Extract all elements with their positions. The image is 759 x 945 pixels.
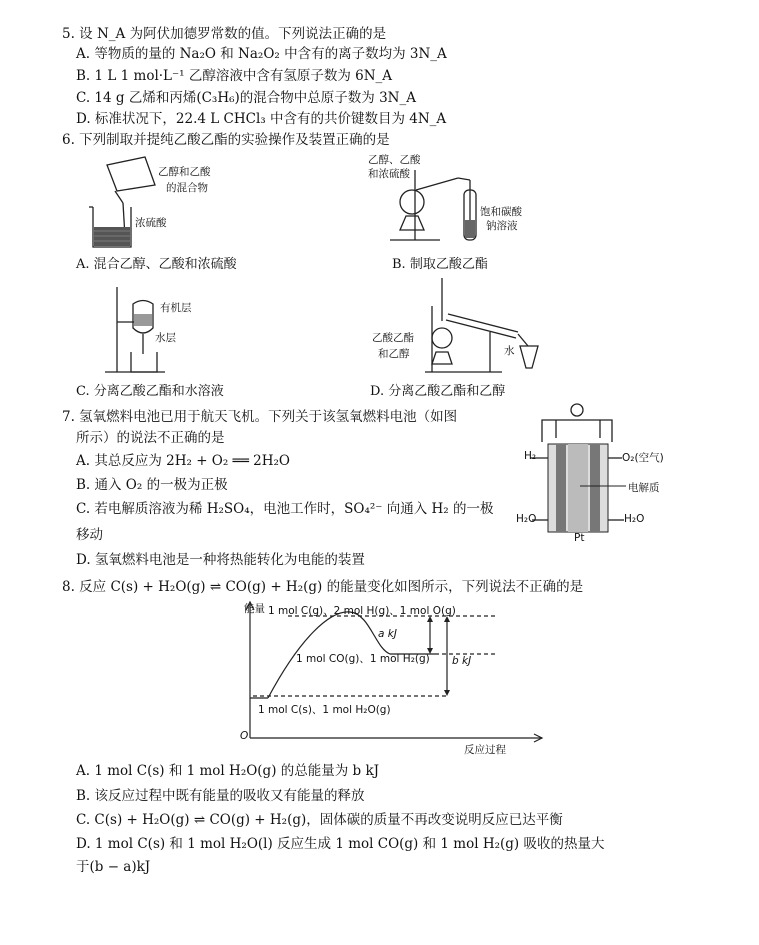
q8-fig-low-level: 1 mol C(s)、1 mol H₂O(g) (258, 704, 391, 716)
q5-option-a: A. 等物质的量的 Na₂O 和 Na₂O₂ 中含有的离子数均为 3N_A (76, 46, 447, 62)
q6b-label-reactants-1: 乙醇、乙酸 (368, 154, 421, 166)
q6-caption-d: D. 分离乙酸乙酯和乙醇 (370, 384, 506, 399)
q7-fig-h2o-left-label: H₂O (516, 513, 537, 525)
q8-fig-top-level: 1 mol C(g)、2 mol H(g)、1 mol O(g) (268, 605, 456, 617)
q6-caption-c: C. 分离乙酸乙酯和水溶液 (76, 384, 224, 399)
q6c-label-organic: 有机层 (160, 302, 192, 314)
q8-option-c: C. C(s) + H₂O(g) ⇌ CO(g) + H₂(g)，固体碳的质量不再改变说明反应已达平衡 (76, 812, 563, 828)
q6d-label-water: 水 (504, 345, 515, 357)
q8-option-d-line2: 于(b − a)kJ (76, 859, 151, 875)
q6a-label-mixture-2: 的混合物 (166, 182, 208, 194)
q6-stem: 6. 下列制取并提纯乙酸乙酯的实验操作及装置正确的是 (62, 132, 390, 148)
q8-fig-ylabel: 能量 (244, 603, 265, 615)
q8-option-b: B. 该反应过程中既有能量的吸收又有能量的释放 (76, 788, 365, 804)
q5-option-c: C. 14 g 乙烯和丙烯(C₃H₆)的混合物中总原子数为 3N_A (76, 90, 416, 106)
q7-fuel-cell-figure (520, 400, 690, 545)
q7-stem-line1: 7. 氢氧燃料电池已用于航天飞机。下列关于该氢氧燃料电池（如图 (62, 409, 458, 425)
q7-fig-pt-label: Pt (574, 532, 585, 544)
q8-fig-b-kj: b kJ (452, 655, 472, 667)
q7-option-c-line2: 移动 (76, 527, 103, 543)
q6b-label-sodium-2: 钠溶液 (486, 220, 518, 232)
q7-fig-h2-label: H₂ (524, 450, 537, 462)
q6b-label-reactants-2: 和浓硫酸 (368, 168, 410, 180)
q5-stem: 5. 设 N_A 为阿伏加德罗常数的值。下列说法正确的是 (62, 26, 387, 42)
q7-option-a: A. 其总反应为 2H₂ + O₂ ══ 2H₂O (76, 453, 290, 469)
q8-energy-diagram (230, 598, 550, 750)
q8-fig-a-kj: a kJ (378, 628, 397, 640)
q7-fig-o2-label: O₂(空气) (622, 452, 664, 464)
q7-fig-electrolyte-label: 电解质 (628, 482, 660, 494)
q6d-label-ester: 乙酸乙酯 (372, 332, 414, 344)
q7-option-c-line1: C. 若电解质溶液为稀 H₂SO₄，电池工作时，SO₄²⁻ 向通入 H₂ 的一极 (76, 501, 494, 517)
q7-option-d: D. 氢氧燃料电池是一种将热能转化为电能的装置 (76, 552, 365, 568)
q6-caption-a: A. 混合乙醇、乙酸和浓硫酸 (76, 257, 237, 272)
q6-caption-b: B. 制取乙酸乙酯 (392, 257, 488, 272)
q5-option-d: D. 标准状况下，22.4 L CHCl₃ 中含有的共价键数目为 4N_A (76, 111, 447, 127)
q8-fig-xlabel: 反应过程 (464, 744, 506, 756)
q6-figure-d (420, 276, 540, 376)
q5-option-b: B. 1 L 1 mol·L⁻¹ 乙醇溶液中含有氢原子数为 6N_A (76, 68, 393, 84)
q7-fig-h2o-right-label: H₂O (624, 513, 645, 525)
q6d-label-ethanol: 和乙醇 (378, 348, 410, 360)
q8-fig-origin: O (240, 730, 249, 742)
q7-stem-line2: 所示）的说法不正确的是 (76, 430, 225, 446)
q8-option-d-line1: D. 1 mol C(s) 和 1 mol H₂O(l) 反应生成 1 mol CO(g) 和 1 mol H₂(g) 吸收的热量大 (76, 836, 605, 852)
q6c-label-water: 水层 (155, 332, 176, 344)
q8-option-a: A. 1 mol C(s) 和 1 mol H₂O(g) 的总能量为 b kJ (76, 763, 380, 779)
q8-fig-mid-level: 1 mol CO(g)、1 mol H₂(g) (296, 653, 430, 665)
q6b-label-sodium-1: 饱和碳酸 (480, 206, 522, 218)
q6a-label-mixture-1: 乙醇和乙酸 (158, 166, 211, 178)
q8-stem: 8. 反应 C(s) + H₂O(g) ⇌ CO(g) + H₂(g) 的能量变化如图所示，下列说法不正确的是 (62, 579, 584, 595)
q7-option-b: B. 通入 O₂ 的一极为正极 (76, 477, 228, 493)
q6a-label-acid: 浓硫酸 (135, 217, 167, 229)
